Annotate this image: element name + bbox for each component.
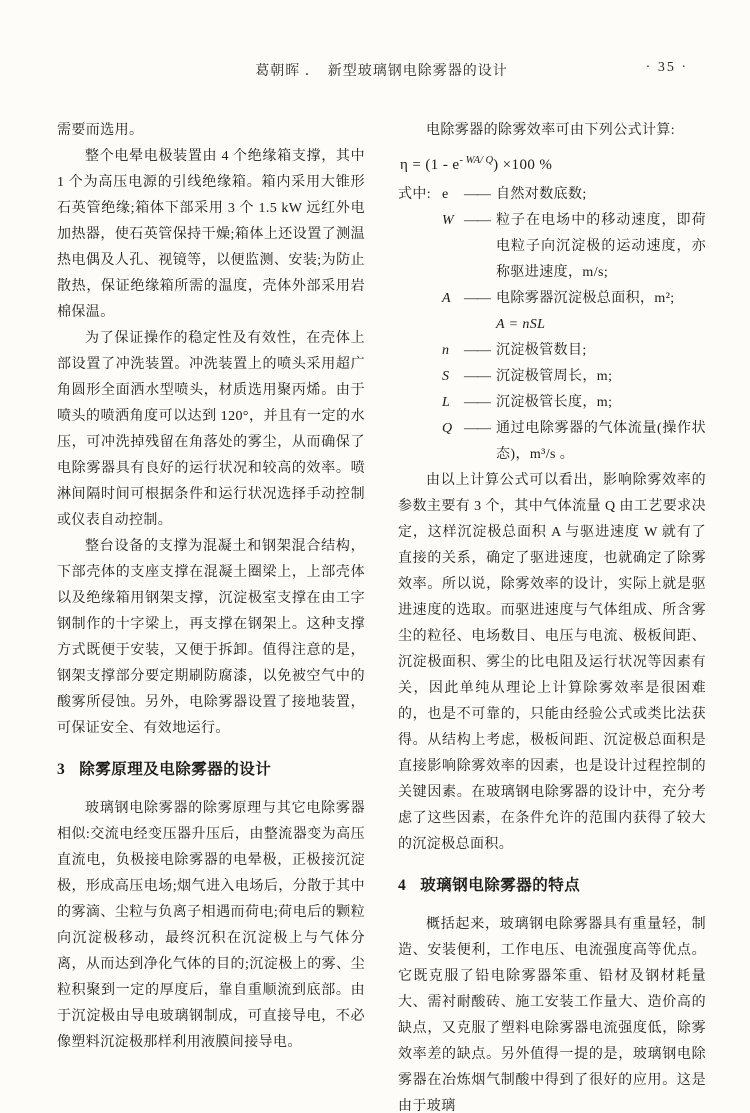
definition-text: 沉淀极管数目; <box>496 343 587 358</box>
where-label: 式中: <box>398 187 432 202</box>
definition-text: 自然对数底数; <box>496 187 587 202</box>
formula-rhs: ) ×100 % <box>493 157 553 173</box>
definition-dash: —— <box>464 213 490 228</box>
running-title: 葛朝晖 ． 新型玻璃钢电除雾器的设计 <box>255 64 508 79</box>
symbol-e: e <box>442 187 449 202</box>
article-body <box>57 118 706 1113</box>
section-number: 4 <box>398 877 407 894</box>
definition-dash: —— <box>464 369 490 384</box>
running-header <box>57 60 706 82</box>
definition-item <box>398 390 706 416</box>
paragraph: 概括起来，玻璃钢电除雾器具有重量轻，制造、安装便利，工作电压、电流强度高等优点。它既克服了铅电除雾器笨重、铅材及钢材耗量大、需衬耐酸砖、施工安装工作量大、造价高的缺点，又克服了塑料电除雾器电流强度低，除雾效率差的缺点。另外值得一提的是，玻璃钢电除雾器在冶炼烟气制酸中得到了很好的应用。这是由于玻璃 <box>398 917 706 1113</box>
definition-dash: —— <box>464 343 490 358</box>
definition-text: 沉淀极管长度，m; <box>496 395 613 410</box>
definition-dash: —— <box>464 421 490 436</box>
section-heading-3 <box>57 757 365 783</box>
definition-item <box>398 286 706 312</box>
definition-item <box>398 182 706 208</box>
section-title: 玻璃钢电除雾器的特点 <box>420 877 581 894</box>
paragraph: 为了保证操作的稳定性及有效性，在壳体上部设置了冲洗装置。冲洗装置上的喷头采用超广角圆形全面洒水型喷头，材质选用聚丙烯。由于喷头的喷洒角度可以达到 120°，并且有一定的水压，可冲洗掉残留在角落处的雾尘，从而确保了电除雾器具有良好的运行状况和较高的效率。喷淋间隔时间可根据条件和运行状况选择手动控制或仪表自动控制。 <box>57 331 365 528</box>
symbol-l: L <box>442 395 451 410</box>
column-right <box>398 118 706 1113</box>
column-left <box>57 118 365 1113</box>
symbol-q: Q <box>442 421 453 436</box>
definition-item <box>398 338 706 364</box>
section-title: 除雾原理及电除雾器的设计 <box>79 761 272 778</box>
symbol-n: n <box>442 343 450 358</box>
paragraph: 整个电晕电极装置由 4 个绝缘箱支撑，其中 1 个为高压电源的引线绝缘箱。箱内采用大锥形石英管绝缘;箱体下部采用 3 个 1.5 kW 远红外电加热器，使石英管保持干燥;箱体上还设置了测温热电偶及人孔、视镜等，以便监测、安装;为防止散热，保证绝缘箱所需的温度，壳体外部采用岩棉保温。 <box>57 149 365 320</box>
definition-text: 电除雾器沉淀极总面积，m²; <box>496 291 675 306</box>
paragraph-continuation: 需要而选用。 <box>57 123 144 138</box>
definition-text: 粒子在电场中的移动速度，即荷电粒子向沉淀极的运动速度，亦称驱进速度，m/s; <box>496 213 706 280</box>
paragraph-formula-intro: 电除雾器的除雾效率可由下列公式计算: <box>426 123 676 138</box>
paragraph: 由以上计算公式可以看出，影响除雾效率的参数主要有 3 个，其中气体流量 Q 由工艺要求决定，这样沉淀极总面积 A 与驱进速度 W 就有了直接的关系，确定了驱进速度，也就确定了除雾效率。所以说，除雾效率的设计，实际上就是驱进速度的选取。而驱进速度与气体组成、所含雾尘的粒径、电场数目、电压与电流、极板间距、沉淀极面积、雾尘的比电阻及运行状况等因素有关，因此单纯从理论上计算除雾效率是很困难的，也是不可靠的，只能由经验公式或类比法获得。从结构上考虑，极板间距、沉淀极总面积是直接影响除雾效率的因素，也是设计过程控制的关键因素。在玻璃钢电除雾器的设计中，充分考虑了这些因素，在条件允许的范围内获得了较大的沉淀极总面积。 <box>398 473 706 852</box>
page-number: · 35 · <box>645 60 688 75</box>
formula-exponent: - WA/ Q <box>459 155 494 166</box>
definition-dash: —— <box>464 187 490 202</box>
symbol-s: S <box>442 369 450 384</box>
symbol-definition-list <box>398 182 706 468</box>
area-formula: A = nSL <box>496 317 546 332</box>
formula-lhs: η = (1 - e <box>400 157 460 173</box>
definition-text: 沉淀极管周长，m; <box>496 369 613 384</box>
definition-dash: —— <box>464 395 490 410</box>
definition-item <box>398 364 706 390</box>
section-number: 3 <box>57 761 66 778</box>
paragraph: 玻璃钢电除雾器的除雾原理与其它电除雾器相似:交流电经变压器升压后，由整流器变为高压直流电，负极接电除雾器的电晕极，正极接沉淀极，形成高压电场;烟气进入电场后，分散于其中的雾滴、尘粒与负离子相遇而荷电;荷电后的颗粒向沉淀极移动，最终沉积在沉淀极上与气体分离，从而达到净化气体的目的;沉淀极上的雾、尘粒积聚到一定的厚度后，靠自重顺流到底部。由于沉淀极由导电玻璃钢制成，可直接导电，不必像塑料沉淀极那样利用液膜间接导电。 <box>57 801 365 1050</box>
definition-text: 通过电除雾器的气体流量(操作状态)，m³/s 。 <box>496 421 706 462</box>
paragraph: 整台设备的支撑为混凝土和钢架混合结构，下部壳体的支座支撑在混凝土圈梁上，上部壳体以及绝缘箱用钢架支撑，沉淀极室支撑在由工字钢制作的十字梁上，再支撑在钢架上。这种支撑方式既便于安装，又便于拆卸。值得注意的是，钢架支撑部分要定期刷防腐漆，以免被空气中的酸雾所侵蚀。另外，电除雾器设置了接地装置，可保证安全、有效地运行。 <box>57 539 365 736</box>
definition-dash: —— <box>464 291 490 306</box>
definition-item <box>398 416 706 468</box>
symbol-w: W <box>442 213 455 228</box>
symbol-a: A <box>442 291 451 306</box>
efficiency-formula <box>398 148 706 178</box>
section-heading-4 <box>398 873 706 899</box>
definition-item <box>398 208 706 286</box>
